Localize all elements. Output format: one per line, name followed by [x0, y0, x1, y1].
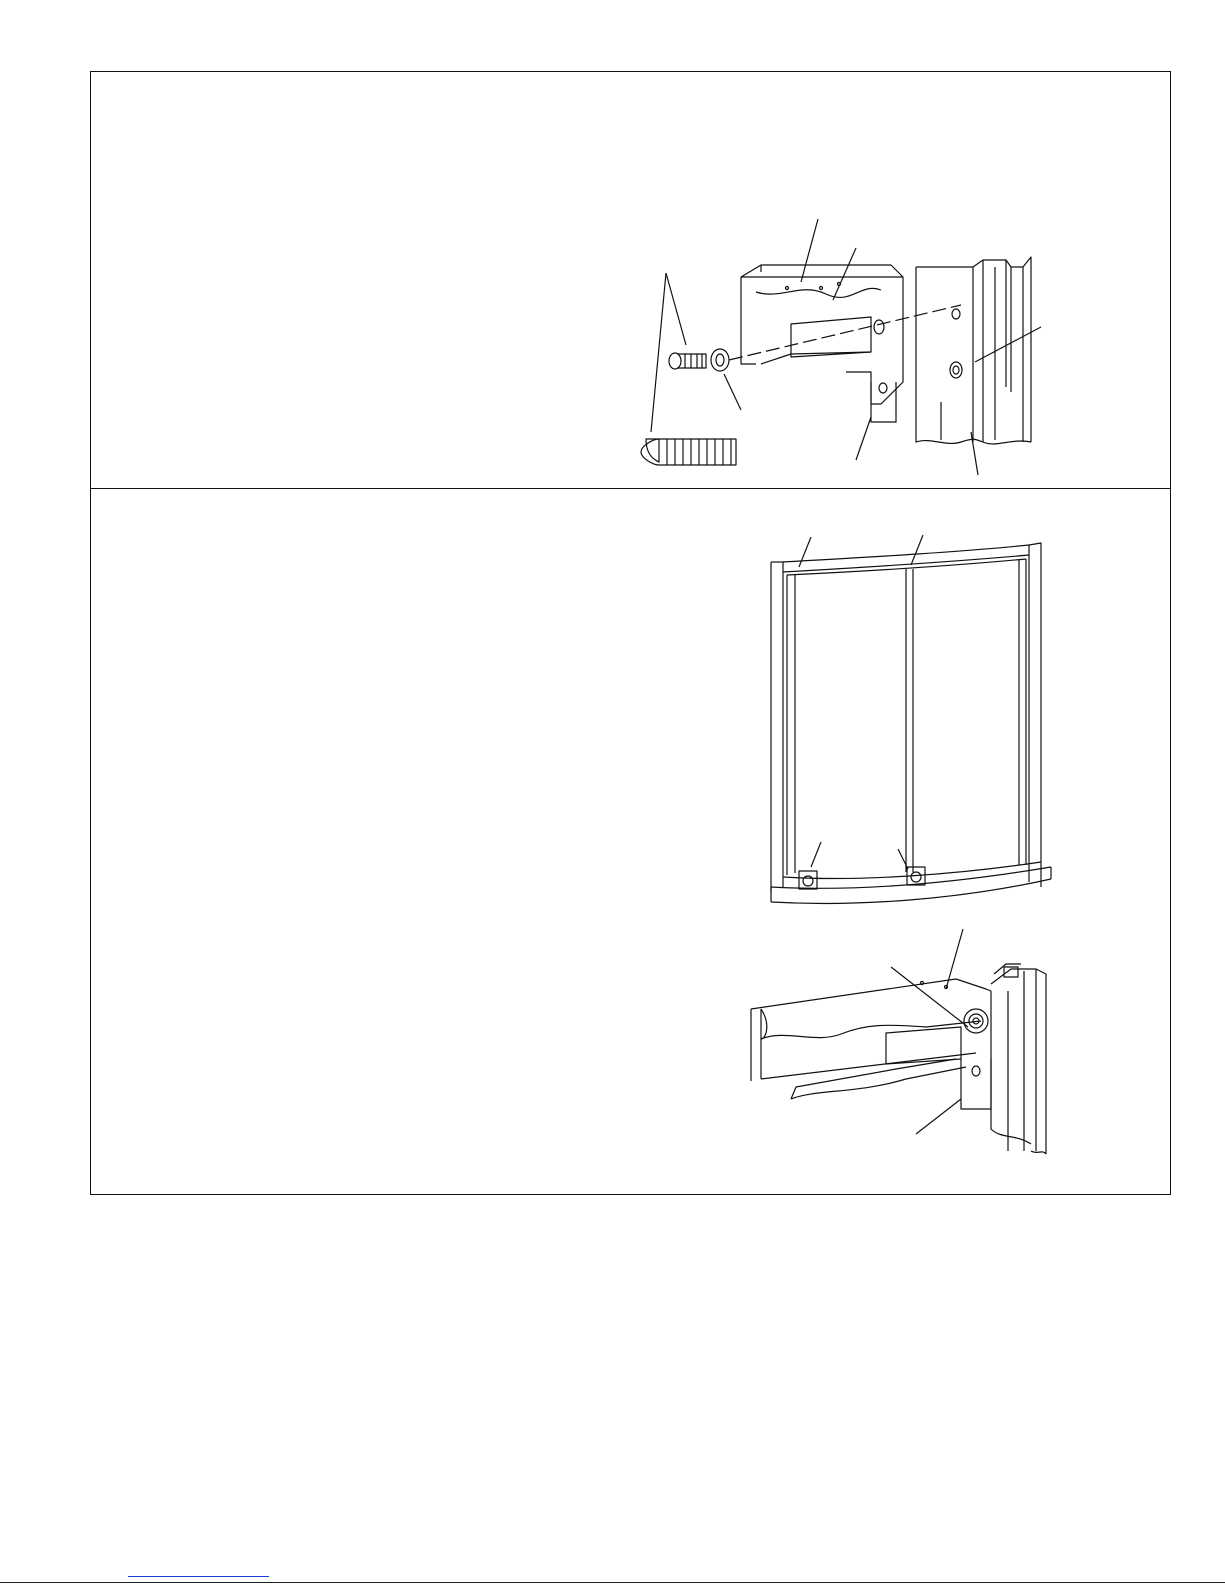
leader-line	[833, 248, 856, 300]
leader-line	[666, 273, 686, 345]
leader-line	[891, 967, 968, 1027]
door-assembly-figure	[751, 527, 1071, 917]
leader-line	[811, 842, 821, 867]
large-screw	[641, 439, 736, 465]
bracket	[741, 265, 903, 422]
bracket-exploded-figure	[611, 142, 1141, 462]
step-panel-bottom	[90, 488, 1171, 1195]
installed-bracket	[751, 964, 1046, 1154]
leader-line	[724, 374, 741, 410]
leader-line	[801, 219, 818, 282]
leader-line	[856, 417, 871, 460]
leader-line	[799, 537, 811, 567]
shower-door	[771, 543, 1051, 903]
footer-rule	[0, 1582, 1225, 1583]
leader-line	[916, 1099, 961, 1134]
axis-line	[729, 305, 961, 360]
bracket-detail-figure	[746, 929, 1066, 1169]
washer	[711, 349, 729, 371]
step-panel-top	[90, 71, 1171, 489]
leader-line	[651, 273, 666, 432]
leader-line	[971, 432, 978, 475]
wall-rail	[916, 257, 1031, 444]
footer-link-underline[interactable]	[128, 1576, 269, 1577]
small-screw	[669, 353, 706, 369]
leader-line	[911, 535, 923, 565]
